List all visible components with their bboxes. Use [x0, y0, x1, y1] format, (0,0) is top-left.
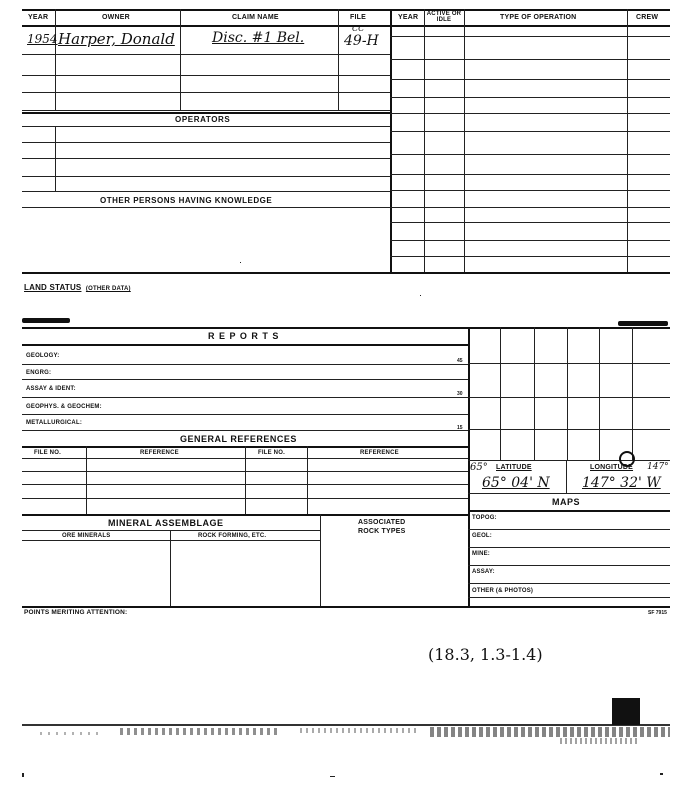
- report-geology: GEOLOGY:: [26, 353, 60, 359]
- ore-minerals-label: ORE MINERALS: [62, 533, 111, 539]
- map-assay: ASSAY:: [472, 569, 495, 575]
- row1-year: 1954: [27, 32, 58, 46]
- map-other: OTHER (& PHOTOS): [472, 588, 534, 594]
- rock-types-label: ROCK TYPES: [358, 528, 406, 535]
- report-metallurgical: METALLURGICAL:: [26, 420, 83, 426]
- points-meriting-label: POINTS MERITING ATTENTION:: [24, 609, 128, 616]
- ref-header-file-no-2: FILE NO.: [258, 450, 285, 456]
- row1-owner: Harper, Donald: [58, 30, 175, 48]
- land-status-sub: (OTHER DATA): [85, 286, 131, 292]
- header-year-2: YEAR: [398, 14, 419, 21]
- form-number: SF 7915: [648, 610, 667, 616]
- maps-title: MAPS: [552, 497, 581, 507]
- lat-prefix: 65°: [470, 462, 488, 473]
- report-geophys: GEOPHYS. & GEOCHEM:: [26, 404, 102, 410]
- row1-claim-name: Disc. #1 Bel.: [212, 30, 305, 46]
- longitude-value: 147° 32' W: [582, 475, 661, 491]
- other-persons-label: OTHER PERSONS HAVING KNOWLEDGE: [100, 196, 273, 205]
- header-active-or-idle: ACTIVE OR IDLE: [426, 11, 462, 23]
- latitude-value: 65° 04' N: [482, 475, 550, 491]
- latitude-label: LATITUDE: [496, 464, 532, 471]
- ref-header-file-no-1: FILE NO.: [34, 450, 61, 456]
- report-assay: ASSAY & IDENT:: [26, 386, 76, 392]
- longitude-label: LONGITUDE: [590, 464, 634, 471]
- header-crew: CREW: [636, 14, 659, 21]
- header-claim-name: CLAIM NAME: [232, 14, 279, 21]
- header-year: YEAR: [28, 14, 49, 21]
- reports-title: R E P O R T S: [208, 331, 280, 341]
- ref-header-reference-1: REFERENCE: [140, 450, 179, 456]
- tick-45: 45: [457, 358, 463, 364]
- map-geol: GEOL:: [472, 533, 492, 539]
- header-type-of-operation: TYPE OF OPERATION: [500, 14, 577, 21]
- associated-label: ASSOCIATED: [358, 519, 406, 526]
- row1-file: 49-H: [344, 33, 379, 49]
- circle-mark: [619, 451, 635, 467]
- report-engrg: ENGRG:: [26, 370, 52, 376]
- operators-label: OPERATORS: [175, 115, 231, 124]
- lon-suffix: 147°: [647, 462, 669, 472]
- handwritten-note: (18.3, 1.3-1.4): [428, 645, 543, 664]
- tick-15: 15: [457, 425, 463, 431]
- map-mine: MINE:: [472, 551, 490, 557]
- mineral-assemblage-title: MINERAL ASSEMBLAGE: [108, 518, 224, 528]
- land-status-label: LAND STATUS: [24, 283, 82, 292]
- row1-file-top: CC: [352, 24, 365, 33]
- header-file: FILE: [350, 14, 366, 21]
- general-references-title: GENERAL REFERENCES: [180, 434, 297, 444]
- land-status: [24, 277, 131, 295]
- rock-forming-label: ROCK FORMING, ETC.: [198, 533, 267, 539]
- tick-30: 30: [457, 391, 463, 397]
- map-topog: TOPOG:: [472, 515, 497, 521]
- ref-header-reference-2: REFERENCE: [360, 450, 399, 456]
- header-owner: OWNER: [102, 14, 130, 21]
